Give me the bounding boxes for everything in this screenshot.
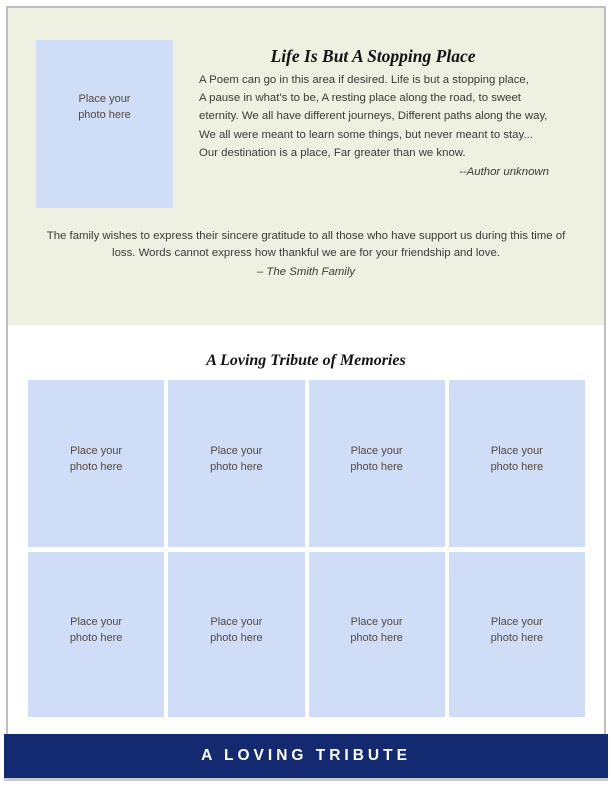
gratitude-text: The family wishes to express their sincere gratitude to all those who have support us during this time of loss. Words cannot express how thankful we are for your friendship and love. [46,230,566,259]
footer-banner [4,734,608,778]
poem-lines: A Poem can go in this area if desired. Life is but a stopping place, A pause in what's to be, A resting place along the road, to sweet eternity. We all have different journeys, Different paths along the way, We all were meant to learn some things, but never meant to stay... Our destination is a place, Far greater than we know. [199,74,548,159]
photo-grid [28,380,585,717]
main-photo-placeholder-label: Place your photo here [78,93,131,121]
photo-placeholder[interactable] [449,552,585,717]
photo-placeholder[interactable] [28,380,164,547]
photo-placeholder-label: Place your photo here [490,444,544,473]
poem-text [199,71,555,181]
photo-placeholder[interactable] [168,380,304,547]
photo-placeholder[interactable] [309,552,445,717]
photo-placeholder-label: Place your photo here [69,444,123,473]
photo-placeholder-label: Place your photo here [210,615,263,644]
top-section [8,8,604,325]
poem-author: --Author unknown [459,166,549,179]
memories-title: A Loving Tribute of Memories [206,352,406,369]
footer-title: A LOVING TRIBUTE [201,747,411,764]
photo-placeholder-label: Place your photo here [69,615,123,644]
photo-placeholder-label: Place your photo here [350,444,403,473]
photo-placeholder-label: Place your photo here [350,615,403,644]
family-signature: – The Smith Family [256,266,356,278]
main-photo-placeholder[interactable] [36,40,173,208]
poem-title: Life Is But A Stopping Place [270,46,476,66]
photo-placeholder[interactable] [309,380,445,547]
photo-placeholder[interactable] [28,552,164,717]
program-page [6,6,606,780]
photo-placeholder[interactable] [168,552,304,717]
photo-placeholder-label: Place your photo here [210,444,263,473]
photo-placeholder-label: Place your photo here [490,615,544,644]
photo-placeholder[interactable] [449,380,585,547]
